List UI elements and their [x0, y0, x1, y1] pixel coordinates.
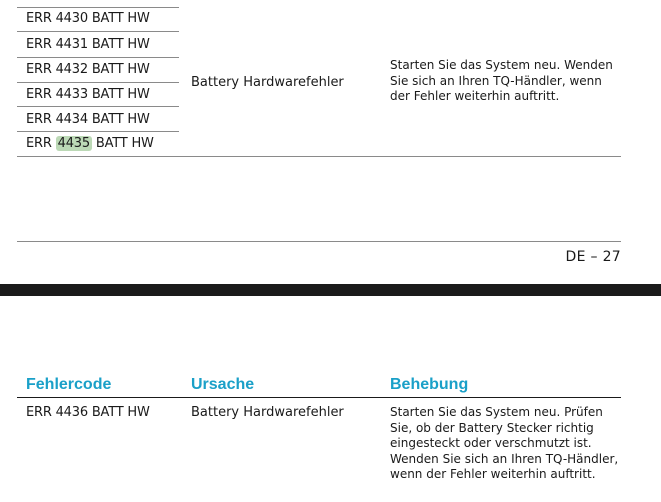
row-divider: [17, 7, 179, 8]
error-code-4433: [26, 87, 150, 102]
row-divider: [17, 131, 179, 132]
row-divider: [17, 57, 179, 58]
row-divider: [17, 82, 179, 83]
error-code-text: ERR 4433 BATT HW: [26, 87, 150, 102]
row-divider: [17, 106, 179, 107]
error-code-4430: [26, 11, 150, 26]
error-code-4436: ERR 4436 BATT HW: [26, 405, 150, 420]
error-code-text: ERR 4430 BATT HW: [26, 11, 150, 26]
header-underline: [17, 397, 621, 398]
header-fehlercode: Fehlercode: [26, 376, 112, 393]
error-code-text: ERR 4432 BATT HW: [26, 62, 150, 77]
cause-text: Battery Hardwarefehler: [191, 75, 344, 90]
error-code-4432: [26, 62, 150, 77]
cause-text: Battery Hardwarefehler: [191, 405, 344, 420]
header-ursache: Ursache: [191, 376, 255, 393]
remedy-text: Starten Sie das System neu. Prüfen Sie, ob der Battery Stecker richtig eingesteckt oder verschmutzt ist. Wenden Sie sich an Ihren TQ-Händler, wenn der Fehler weiterhin auftritt.: [390, 405, 619, 481]
remedy-text: Starten Sie das System neu. Wenden Sie sich an Ihren TQ-Händler, wenn der Fehler weiterhin auftritt.: [390, 58, 613, 103]
footer-line: [17, 241, 621, 242]
page-number: DE – 27: [565, 249, 621, 265]
table-bottom-line: [17, 156, 621, 157]
error-code-text: ERR 4431 BATT HW: [26, 37, 150, 52]
error-code-prefix: ERR: [26, 136, 56, 151]
page-separator: [0, 284, 661, 296]
error-code-4435: [26, 136, 154, 151]
error-code-4431: [26, 37, 150, 52]
header-behebung: Behebung: [390, 376, 469, 393]
error-code-text: ERR 4434 BATT HW: [26, 112, 150, 127]
row-divider: [17, 31, 179, 32]
highlighted-text: 4435: [57, 136, 90, 151]
error-code-suffix: BATT HW: [91, 136, 154, 151]
error-code-4434: [26, 112, 150, 127]
